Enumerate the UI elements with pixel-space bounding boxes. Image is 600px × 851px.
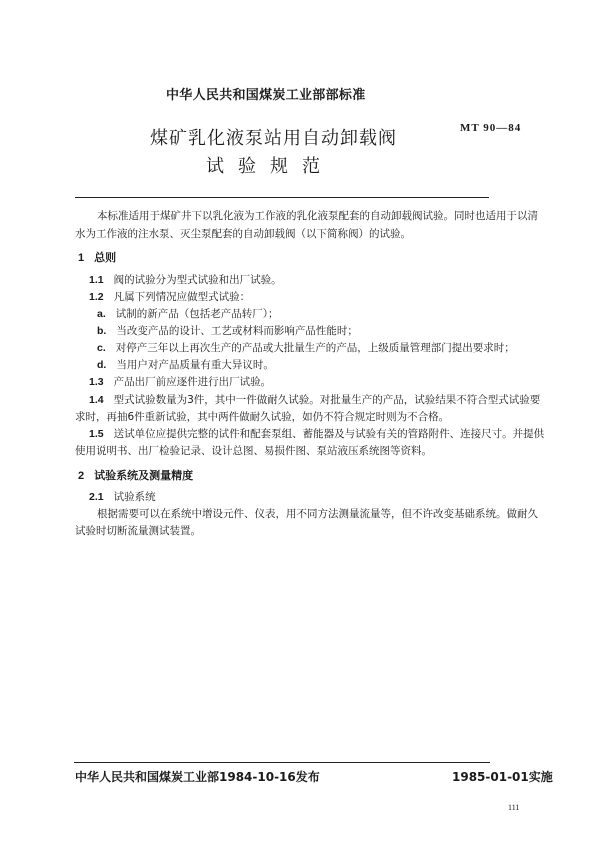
clause-1-5-line2: 使用说明书、出厂检验记录、设计总图、易损件图、泵站液压系统图等资料。 <box>75 445 432 457</box>
clause-text: 送试单位应提供完整的试件和配套泵组、蓄能器及与试验有关的管路附件、连接尺寸。并提供 <box>113 428 545 440</box>
footer-divider <box>74 762 490 763</box>
list-text: 对停产三年以上再次生产的产品或大批量生产的产品，上级质量管理部门提出要求时； <box>115 342 515 354</box>
list-text: 当用户对产品质量有重大异议时。 <box>116 359 274 371</box>
header-divider <box>75 197 489 198</box>
list-marker: a. <box>97 308 106 320</box>
list-item-b <box>97 323 358 340</box>
clause-number: 1.4 <box>89 394 104 406</box>
list-item-d <box>97 357 274 374</box>
list-item-a <box>97 306 279 323</box>
clause-1-4-line2: 求时，再抽6件重新试验，其中两件做耐久试验，如仍不符合规定时则为不合格。 <box>75 411 450 423</box>
effective-date: 1985-01-01实施 <box>452 770 553 784</box>
page-number: 111 <box>508 803 520 812</box>
clause-2-1-line1: 根据需要可以在系统中增设元件、仪表，用不同方法测量流量等，但不许改变基础系统。做耐久 <box>97 508 538 520</box>
intro-line2: 水为工作液的注水泵、灭尘泵配套的自动卸载阀（以下简称阀）的试验。 <box>75 228 411 240</box>
document-title-line2: 试验规范 <box>206 156 334 177</box>
list-marker: c. <box>97 342 106 354</box>
clause-1-2 <box>89 289 250 306</box>
list-item-c <box>97 340 515 357</box>
list-marker: d. <box>97 359 107 371</box>
clause-number: 1.5 <box>89 428 104 440</box>
issue-date: 中华人民共和国煤炭工业部1984-10-16发布 <box>75 770 320 784</box>
issuing-organization: 中华人民共和国煤炭工业部部标准 <box>166 88 366 103</box>
clause-number: 2.1 <box>89 491 104 503</box>
list-text: 试制的新产品（包括老产品转厂）； <box>115 308 279 320</box>
clause-title: 试验系统 <box>113 491 156 503</box>
clause-number: 1.2 <box>89 291 104 303</box>
section-number: 2 <box>78 470 85 482</box>
list-text: 当改变产品的设计、工艺或材料而影响产品性能时； <box>116 325 358 337</box>
section-2-heading <box>78 467 193 485</box>
clause-2-1-line2: 试验时切断流量测试装置。 <box>75 525 201 537</box>
clause-text: 型式试验数量为3件，其中一件做耐久试验。对批量生产的产品，试验结果不符合型式试验要 <box>113 394 541 406</box>
clause-1-4-line1 <box>89 392 540 409</box>
section-title: 试验系统及测量精度 <box>94 469 194 482</box>
intro-line1: 本标准适用于煤矿井下以乳化液为工作液的乳化液泵配套的自动卸载阀试验。同时也适用于以清 <box>97 210 538 222</box>
clause-1-3 <box>89 374 271 391</box>
clause-text: 凡属下列情况应做型式试验： <box>113 291 251 303</box>
clause-text: 产品出厂前应逐件进行出厂试验。 <box>113 376 272 388</box>
clause-number: 1.1 <box>89 274 104 286</box>
section-number: 1 <box>78 252 85 264</box>
clause-text: 阀的试验分为型式试验和出厂试验。 <box>113 274 282 286</box>
clause-2-1-heading <box>89 489 156 506</box>
clause-1-1 <box>89 272 282 289</box>
document-title-line1: 煤矿乳化液泵站用自动卸载阀 <box>150 128 397 149</box>
list-marker: b. <box>97 325 107 337</box>
standard-code: MT 90—84 <box>460 122 522 134</box>
section-1-heading <box>78 249 116 267</box>
clause-number: 1.3 <box>89 376 104 388</box>
clause-1-5-line1 <box>89 426 544 443</box>
section-title: 总则 <box>94 251 117 264</box>
